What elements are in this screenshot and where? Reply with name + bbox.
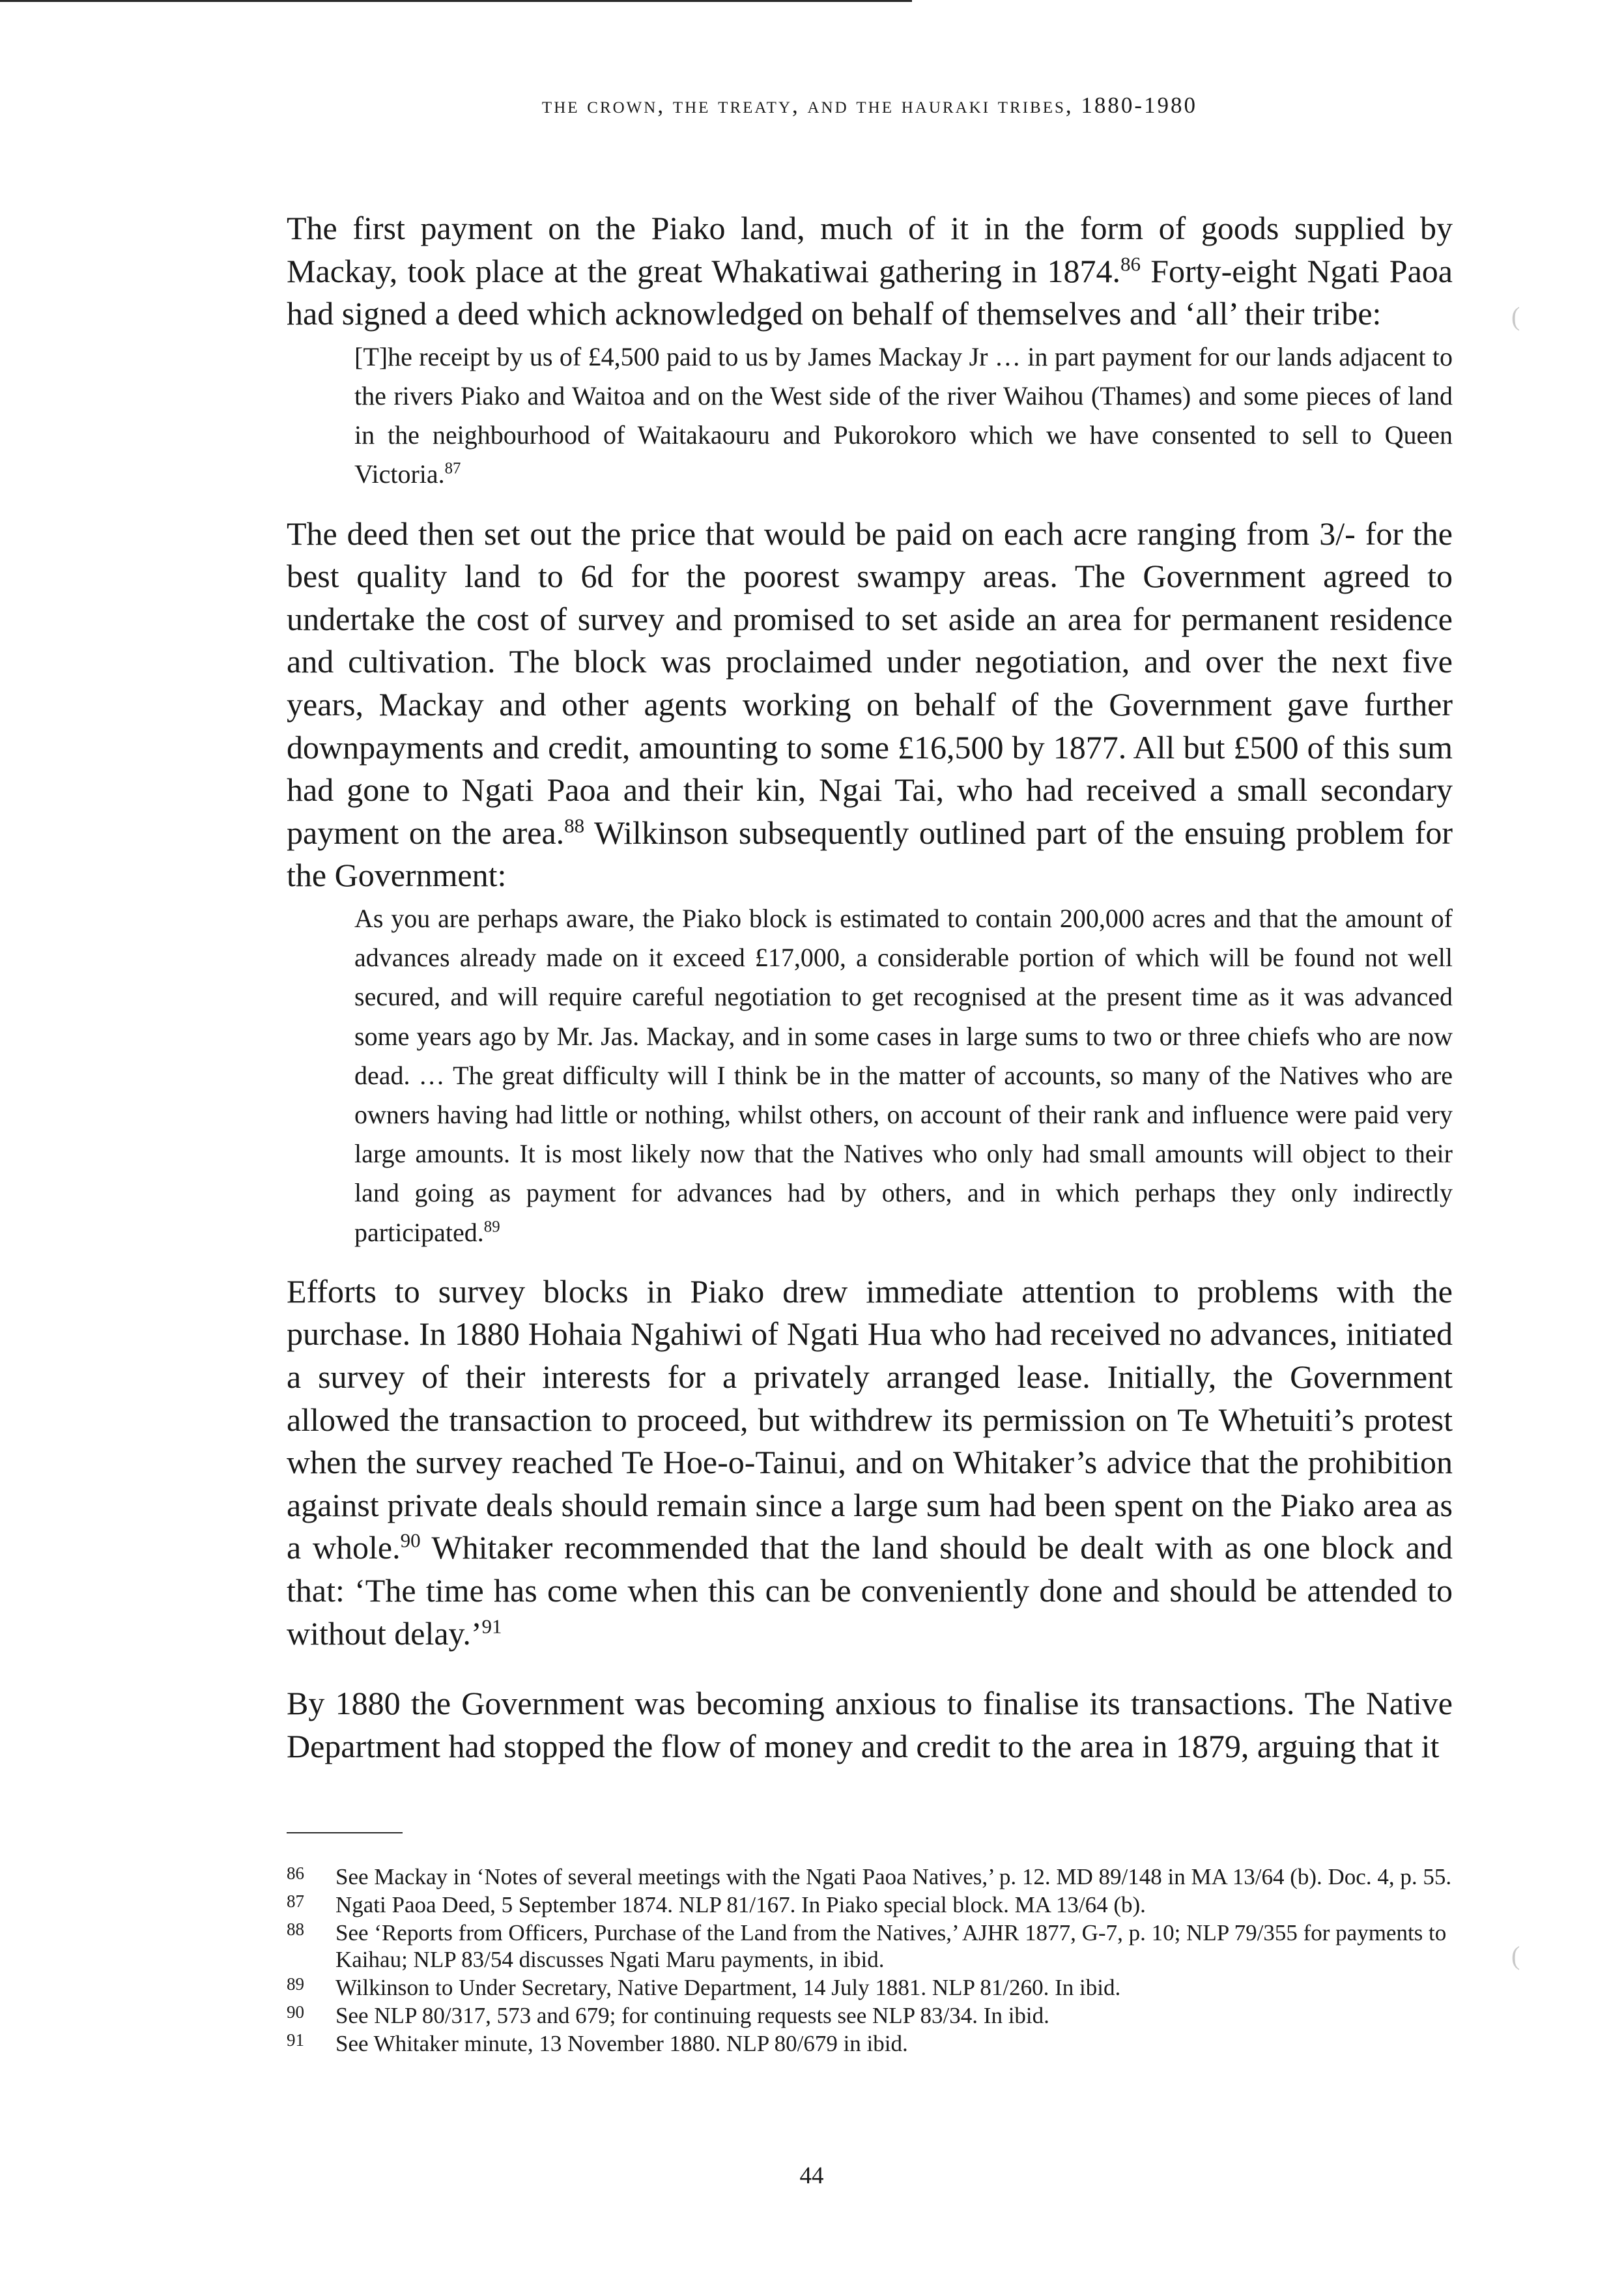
paragraph-4-text: By 1880 the Government was becoming anxious to finalise its transactions. The Native Department had stopped the flow of money and credit to the area in 1879, arguing that it bbox=[287, 1685, 1453, 1764]
block-quote-2-text: As you are perhaps aware, the Piako block is estimated to contain 200,000 acres and that the amount of advances already made on it exceed £17,000, a considerable portion of which will be found not well secured, and will require careful negotiation to get recognised at the present time as it was advanced some years ago by Mr. Jas. Mackay, and in some cases in large sums to two or three chiefs who are now dead. … The great difficulty will I think be in the matter of accounts, so many of the Natives who are owners having had little or nothing, whilst others, on account of their rank and influence were paid very large amounts. It is most likely now that the Natives who only had small amounts will object to their land going as payment for advances had by others, and in which perhaps they only indirectly participated. bbox=[354, 903, 1453, 1247]
paragraph-3 bbox=[287, 1271, 1453, 1655]
footnote-text: See NLP 80/317, 573 and 679; for continuing requests see NLP 83/34. In ibid. bbox=[335, 2003, 1049, 2028]
paragraph-3-text: Efforts to survey blocks in Piako drew immediate attention to problems with the purchase. In 1880 Hohaia Ngahiwi of Ngati Hua who had received no advances, initiated a survey of their interests for a privately arranged lease. Initially, the Government allowed the transaction to proceed, but withdrew its permission on Te Whetuiti’s protest when the survey reached Te Hoe-o-Tainui, and on Whitaker’s advice that the prohibition against private deals should remain since a large sum had been spent on the Piako area as a whole. bbox=[287, 1272, 1453, 1566]
footnote-text: See ‘Reports from Officers, Purchase of the Land from the Natives,’ AJHR 1877, G-7, p. 10; NLP 79/355 for payments to Kaihau; NLP 83/54 discusses Ngati Maru payments, in ibid. bbox=[335, 1920, 1447, 1972]
footnote-87 bbox=[287, 1891, 1453, 1918]
block-quote-1 bbox=[354, 337, 1453, 495]
footnote-text: See Mackay in ‘Notes of several meetings with the Ngati Paoa Natives,’ p. 12. MD 89/148 in MA 13/64 (b). Doc. 4, p. 55. bbox=[335, 1864, 1452, 1889]
footnote-90 bbox=[287, 2002, 1453, 2029]
body-text bbox=[287, 207, 1453, 1768]
paragraph-2-text-cont: Wilkinson subsequently outlined part of the ensuing problem for the Government: bbox=[287, 814, 1453, 894]
block-quote-2 bbox=[354, 899, 1453, 1252]
paragraph-1-text-cont: Forty-eight Ngati Paoa had signed a deed which acknowledged on behalf of themselves and ‘all’ their tribe: bbox=[287, 252, 1453, 332]
footnote-number: 91 bbox=[287, 2030, 304, 2050]
page-number: 44 bbox=[799, 2162, 824, 2189]
footnote-ref-86[interactable]: 86 bbox=[1120, 251, 1141, 275]
footnotes bbox=[287, 1863, 1453, 2058]
footnote-number: 89 bbox=[287, 1974, 304, 1994]
paragraph-1-text: The first payment on the Piako land, much of it in the form of goods supplied by Mackay, took place at the great Whakatiwai gathering in 1874. bbox=[287, 210, 1453, 289]
paragraph-3-text-cont: Whitaker recommended that the land should be dealt with as one block and that: ‘The time has come when this can be conveniently done and should be attended to without delay.’ bbox=[287, 1529, 1453, 1652]
footnote-text: Wilkinson to Under Secretary, Native Department, 14 July 1881. NLP 81/260. In ibid. bbox=[335, 1975, 1121, 2000]
running-head: the crown, the treaty, and the hauraki tribes, 1880-1980 bbox=[541, 93, 1198, 118]
footnote-ref-88[interactable]: 88 bbox=[564, 814, 585, 837]
footnote-ref-91[interactable]: 91 bbox=[481, 1614, 502, 1637]
paragraph-2 bbox=[287, 513, 1453, 897]
footnote-text: See Whitaker minute, 13 November 1880. NLP 80/679 in ibid. bbox=[335, 2031, 908, 2056]
margin-scan-mark: ( bbox=[1511, 1941, 1520, 1970]
block-quote-1-text: [T]he receipt by us of £4,500 paid to us by James Mackay Jr … in part payment for our lands adjacent to the rivers Piako and Waitoa and on the West side of the river Waihou (Thames) and some pieces of land in the neighbourhood of Waitakaouru and Pukorokoro which we have consented to sell to Queen Victoria. bbox=[354, 341, 1453, 489]
footnote-number: 88 bbox=[287, 1919, 304, 1939]
footnote-86 bbox=[287, 1863, 1453, 1890]
footnote-ref-90[interactable]: 90 bbox=[400, 1529, 421, 1552]
paragraph-2-text: The deed then set out the price that would be paid on each acre ranging from 3/- for the best quality land to 6d for the poorest swampy areas. The Government agreed to undertake the cost of survey and promised to set aside an area for permanent residence and cultivation. The block was proclaimed under negotiation, and over the next five years, Mackay and other agents working on behalf of the Government gave further downpayments and credit, amounting to some £16,500 by 1877. All but £500 of this sum had gone to Ngati Paoa and their kin, Ngai Tai, who had received a small secondary payment on the area. bbox=[287, 515, 1453, 851]
margin-scan-mark: ( bbox=[1511, 302, 1520, 331]
footnote-ref-89[interactable]: 89 bbox=[483, 1218, 500, 1236]
footnote-number: 86 bbox=[287, 1863, 304, 1883]
footnote-number: 87 bbox=[287, 1891, 304, 1911]
footnote-89 bbox=[287, 1974, 1453, 2001]
footnote-91 bbox=[287, 2030, 1453, 2057]
top-rule bbox=[0, 0, 912, 2]
footnote-88 bbox=[287, 1919, 1453, 1973]
footnote-ref-87[interactable]: 87 bbox=[444, 460, 461, 478]
footnote-rule bbox=[287, 1832, 403, 1833]
paragraph-4 bbox=[287, 1682, 1453, 1768]
paragraph-1 bbox=[287, 207, 1453, 336]
footnote-text: Ngati Paoa Deed, 5 September 1874. NLP 81/167. In Piako special block. MA 13/64 (b). bbox=[335, 1892, 1146, 1917]
footnote-number: 90 bbox=[287, 2002, 304, 2022]
